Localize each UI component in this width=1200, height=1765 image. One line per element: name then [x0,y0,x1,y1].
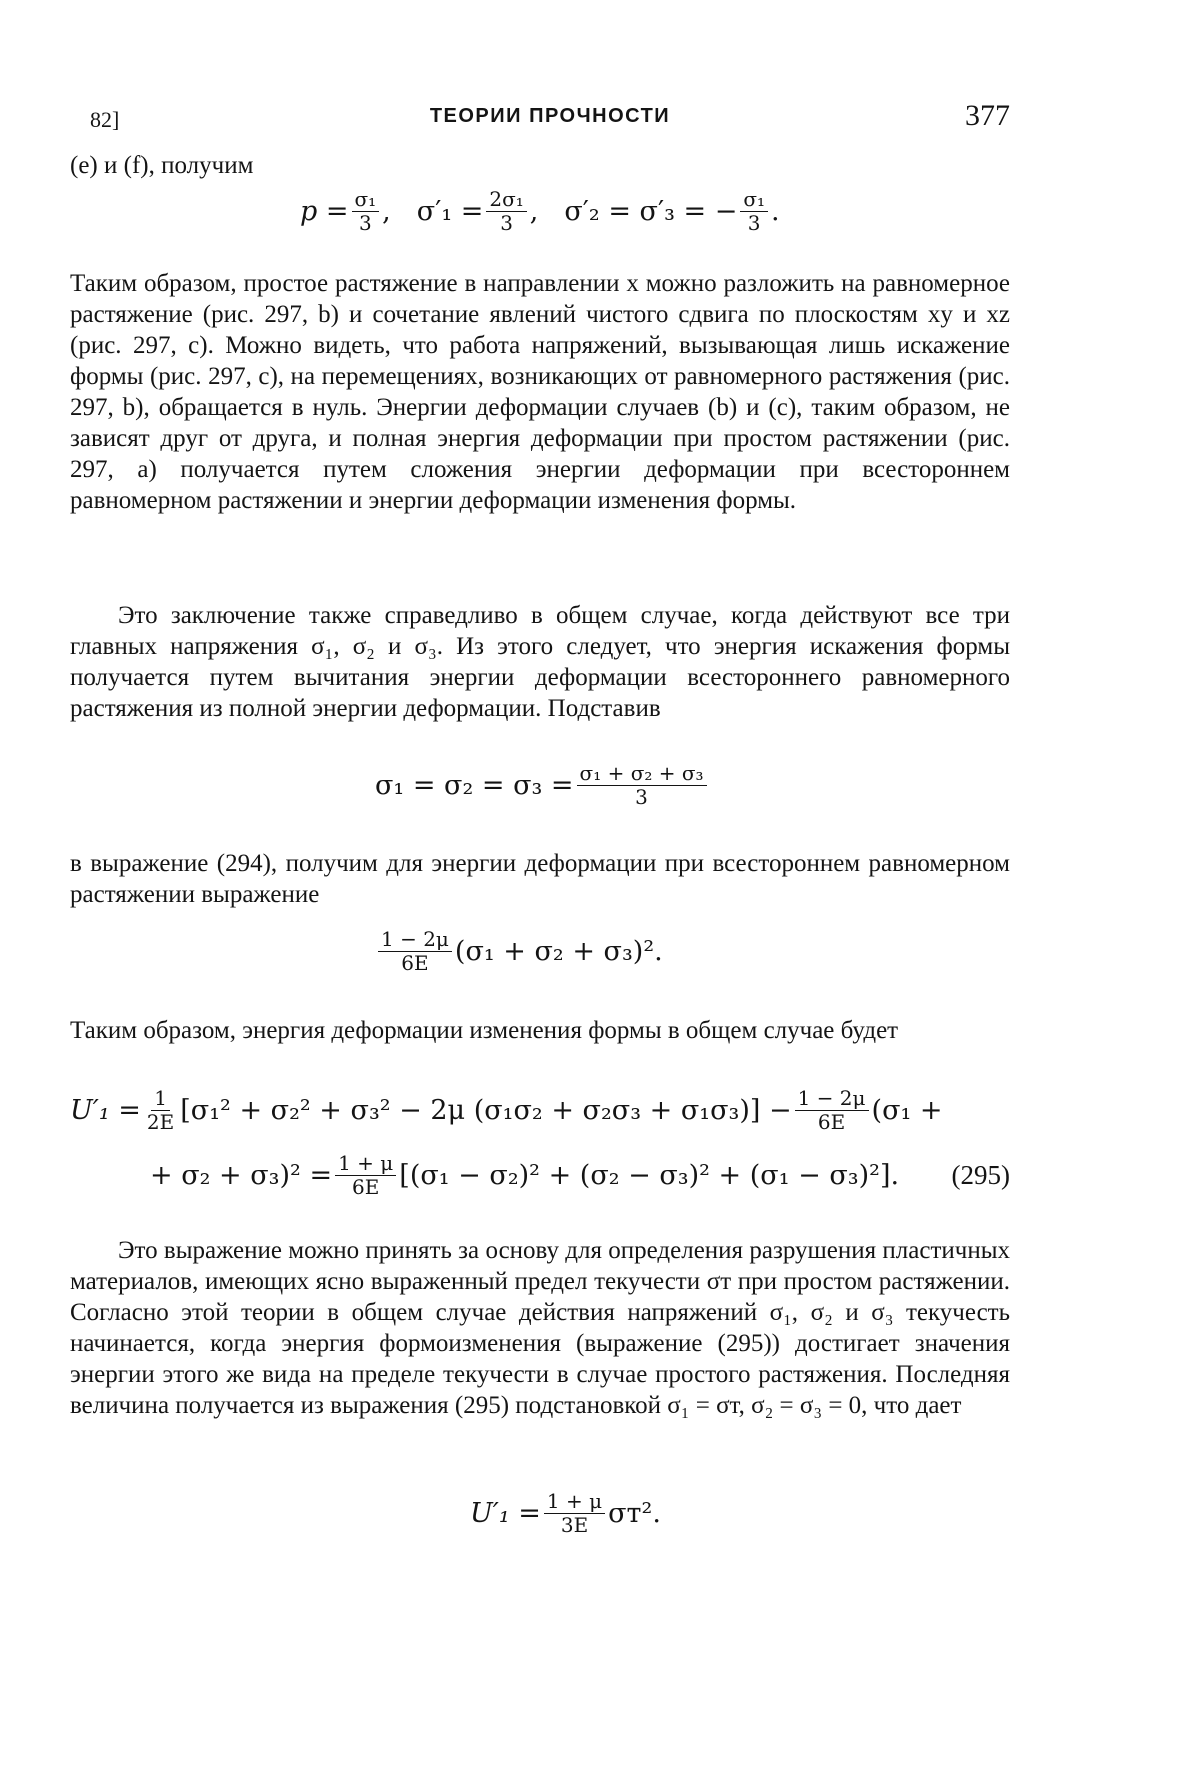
paragraph-4: Таким образом, энергия деформации изменения формы в общем случае будет [70,1017,899,1044]
eq5-den: 3E [560,1513,589,1537]
eq1-s1-den: 3 [500,211,513,235]
equation-number-295: (295) [951,1160,1010,1190]
equation-uniform-stress [375,762,710,809]
eq3-num: 1 − 2μ [378,928,452,952]
eq1-s23-den: 3 [747,211,761,235]
eq1-s1-fraction [486,188,526,235]
page-number: 377 [965,99,1010,132]
eq1-s1-lhs: σ′₁ = [416,196,484,227]
equation-295-line-1 [70,1087,943,1134]
eq4-num-1: 1 [151,1087,170,1111]
eq4-num-2: 1 − 2μ [795,1087,869,1111]
eq1-s23-lhs: σ′₂ = σ′₃ = − [564,196,738,227]
equation-yield-energy [470,1490,661,1537]
eq4-lhs: U′₁ = [70,1095,141,1126]
eq1-s1-num: 2σ₁ [486,188,526,212]
eq3-fraction [378,928,452,975]
eq5-lhs: U′₁ = [470,1498,541,1529]
eq2-den: 3 [635,785,648,809]
eq4-den-1: 2E [146,1110,175,1134]
eq3-den: 6E [401,951,429,975]
eq2-lhs: σ₁ = σ₂ = σ₃ = [375,770,574,801]
equation-uniform-energy [375,928,663,975]
eq5-rest: σт². [608,1498,661,1529]
paragraph-5: Это выражение можно принять за основу для определения разрушения пластичных материалов, имеющих ясно выраженный предел текучести σт при простом растяжении. Согласно этой теории в общем случае действия напряжений σ₁, σ₂ и σ₃ текучесть начинается, когда энергия формоизменения (выражение (295)) достигает значения энергии этого же вида на пределе текучести в случае простого растяжения. Последняя величина получается из выражения (295) подстановкой σ₁ = σт, σ₂ = σ₃ = 0, что дает [70,1237,1010,1419]
eq2-num: σ₁ + σ₂ + σ₃ [577,762,707,786]
eq4-line2-rest: [(σ₁ − σ₂)² + (σ₂ − σ₃)² + (σ₁ − σ₃)²]. [399,1160,900,1191]
running-header [90,99,1010,137]
eq4-fraction-3 [335,1152,396,1199]
eq1-p-num: σ₁ [352,188,380,212]
eq4-den-2: 6E [817,1110,846,1134]
eq2-fraction [577,762,707,809]
eq5-num: 1 + μ [544,1490,605,1514]
eq4-fraction-2 [795,1087,869,1134]
eq4-mid: [σ₁² + σ₂² + σ₃² − 2μ (σ₁σ₂ + σ₂σ₃ + σ₁σ₃)] − [180,1095,792,1126]
eq4-fraction-1 [144,1087,177,1134]
eq1-s23-num: σ₁ [740,188,768,212]
paragraph-2: Это заключение также справедливо в общем случае, когда действуют все три главных напряжения σ₁, σ₂ и σ₃. Из этого следует, что энергия искажения формы получается путем вычитания энергии деформации всестороннего равномерного растяжения из полной энергии деформации. Подставив [70,602,1010,722]
eq4-den-3: 6E [352,1175,380,1199]
running-title: ТЕОРИИ ПРОЧНОСТИ [429,105,671,127]
paragraph-1: Таким образом, простое растяжение в направлении x можно разложить на равномерное растяжение (рис. 297, b) и сочетание явлений чистого сдвига по плоскостям xy и xz (рис. 297, c). Можно видеть, что работа напряжений, вызывающая лишь искажение формы (рис. 297, c), на перемещениях, возникающих от равномерного растяжения (рис. 297, b), обращается в нуль. Энергии деформации случаев (b) и (c), таким образом, не зависят друг от друга, и полная энергия деформации при простом растяжении (рис. 297, a) получается путем сложения энергии деформации при всестороннем равномерном растяжении и энергии деформации изменения формы. [70,270,1010,514]
section-number: 82] [90,107,120,132]
eq3-rest: (σ₁ + σ₂ + σ₃)². [454,936,663,967]
equation-295-line-2 [150,1152,899,1199]
paragraph-3: в выражение (294), получим для энергии деформации при всестороннем равномерном растяжении выражение [70,850,1010,908]
eq5-fraction [544,1490,605,1537]
eq4-tail: (σ₁ + [871,1095,943,1126]
lead-in-text: (e) и (f), получим [70,152,254,179]
eq1-p-lhs: p = [300,196,349,227]
eq1-p-den: 3 [358,211,372,235]
eq1-s23-fraction [740,188,768,235]
eq1-p-fraction [352,188,380,235]
equation-stress-split: p = $\frac{\text{σ₁}}{3}$ , σ′₁ = $\frac{\text{2σ₁}}{3}$ , σ′₂ = σ′₃ = − $\frac{\text{σ₁}}{3}$ . [300,187,780,235]
eq4-line2-head: + σ₂ + σ₃)² = [150,1160,333,1191]
eq4-num-3: 1 + μ [335,1152,396,1176]
